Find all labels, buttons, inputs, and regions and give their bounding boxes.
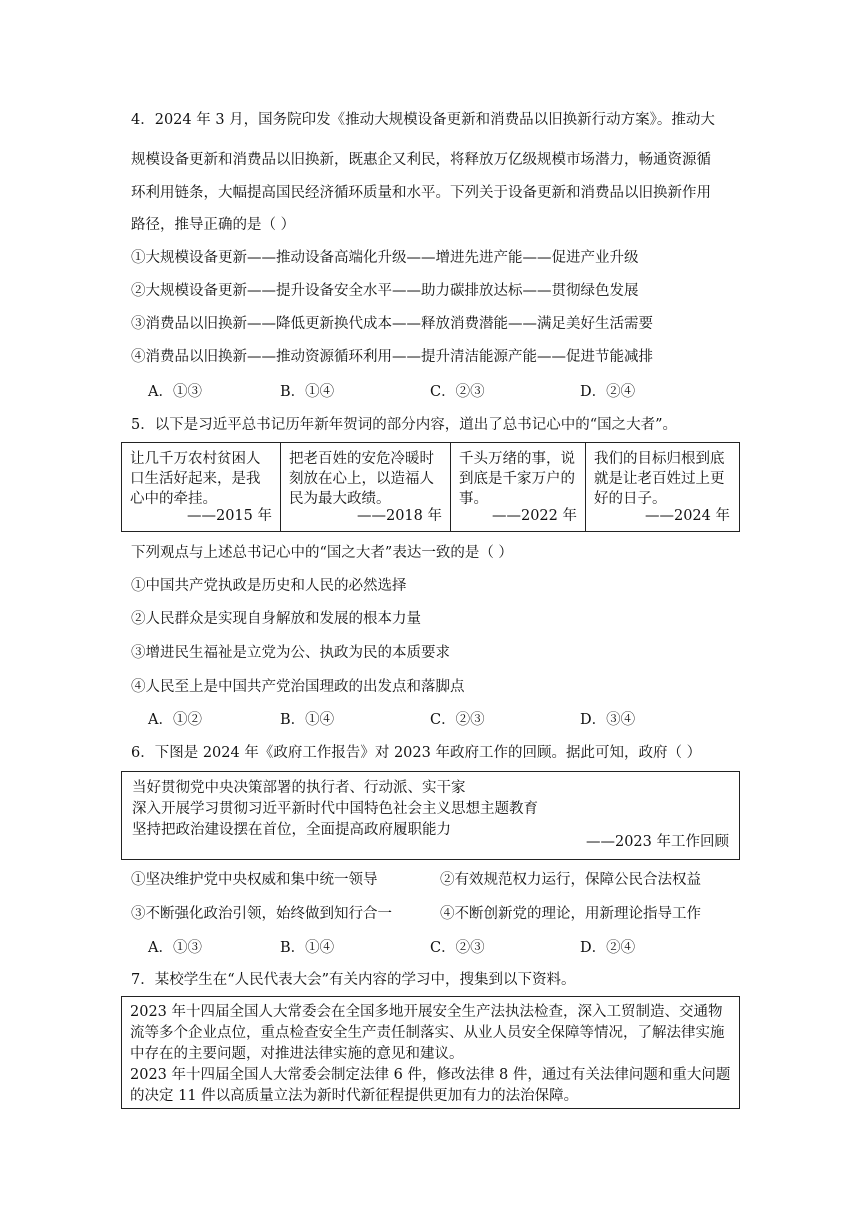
q5-option-b[interactable]: B．①④ [280,712,335,728]
q6-box-line-3: 坚持把政治建设摆在首位，全面提高政府履职能力 [132,822,451,838]
q4-item-4: ④消费品以旧换新——推动资源循环利用——提升清洁能源产能——促进节能减排 [131,349,653,365]
q6-option-c[interactable]: C．②③ [430,940,485,956]
q5-option-c[interactable]: C．②③ [430,712,485,728]
q6-item-3: ③不断强化政治引领，始终做到知行合一 [131,906,392,922]
quote-year: ——2024 年 [644,508,730,524]
q6-item-2: ②有效规范权力运行，保障公民合法权益 [440,872,701,888]
q6-items-row-2 [131,904,751,924]
q7-paragraph-1: 2023 年十四届全国人大常委会在全国多地开展安全生产法执法检查，深入工贸制造、交通物流等多个企业点位，重点检查安全生产责任制落实、从业人员安全保障等情况，了解法律实施中存在的主要问题，对推进法律实施的意见和建议。 [130,1004,725,1062]
q4-option-c[interactable]: C．②③ [430,384,485,400]
quote-text: 让几千万农村贫困人口生活好起来，是我心中的牵挂。 [130,451,261,507]
q7-material-box [121,996,740,1109]
q4-stem-line-4: 路径，推导正确的是（ ） [131,217,296,233]
q4-option-d[interactable]: D．②④ [580,384,636,400]
q5-item-1: ①中国共产党执政是历史和人民的必然选择 [131,578,407,594]
q5-item-2: ②人民群众是实现自身解放和发展的根本力量 [131,611,421,627]
q6-option-d[interactable]: D．②④ [580,940,636,956]
q5-item-3: ③增进民生福祉是立党为公、执政为民的本质要求 [131,645,450,661]
q6-items-row-1 [131,870,751,890]
q7-stem: 7．某校学生在“人民代表大会”有关内容的学习中，搜集到以下资料。 [131,972,576,988]
quote-cell [586,443,738,531]
q4-stem-line-1: 4．2024 年 3 月，国务院印发《推动大规模设备更新和消费品以旧换新行动方案》。推动大 [131,112,715,128]
q5-stem: 5．以下是习近平总书记历年新年贺词的部分内容，道出了总书记心中的“国之大者”。 [131,417,678,433]
q4-options [148,382,748,402]
q6-options [148,938,748,958]
q6-option-a[interactable]: A．①③ [148,940,202,956]
quote-text: 千头万绪的事，说到底是千家万户的事。 [459,451,575,507]
q6-box-line-1: 当好贯彻党中央决策部署的执行者、行动派、实干家 [132,780,466,796]
q6-review-box [121,771,740,860]
q6-option-b[interactable]: B．①④ [280,940,335,956]
q4-item-2: ②大规模设备更新——提升设备安全水平——助力碳排放达标——贯彻绿色发展 [131,283,639,299]
q5-item-4: ④人民至上是中国共产党治国理政的出发点和落脚点 [131,679,465,695]
quote-text: 我们的目标归根到底就是让老百姓过上更好的日子。 [594,451,725,507]
q6-stem: 6．下图是 2024 年《政府工作报告》对 2023 年政府工作的回顾。据此可知，政府（ ） [131,745,702,761]
q5-options [148,710,748,730]
q6-box-source: ——2023 年工作回顾 [585,834,729,850]
quote-cell [122,443,281,531]
quote-cell [451,443,586,531]
q6-box-line-2: 深入开展学习贯彻习近平新时代中国特色社会主义思想主题教育 [132,801,538,817]
quote-year: ——2018 年 [356,508,442,524]
quote-text: 把老百姓的安危冷暖时刻放在心上，以造福人民为最大政绩。 [289,451,434,507]
q4-item-1: ①大规模设备更新——推动设备高端化升级——增进先进产能——促进产业升级 [131,250,639,266]
q7-paragraph-2: 2023 年十四届全国人大常委会制定法律 6 件，修改法律 8 件，通过有关法律问题和重大问题的决定 11 件以高质量立法为新时代新征程提供更加有力的法治保障。 [130,1067,731,1104]
q6-item-4: ④不断创新党的理论，用新理论指导工作 [440,906,701,922]
q6-item-1: ①坚决维护党中央权威和集中统一领导 [131,872,378,888]
q4-stem-line-3: 环利用链条，大幅提高国民经济循环质量和水平。下列关于设备更新和消费品以旧换新作用 [131,185,711,201]
q5-question: 下列观点与上述总书记心中的“国之大者”表达一致的是（ ） [131,545,513,561]
q5-option-a[interactable]: A．①② [148,712,202,728]
q4-item-3: ③消费品以旧换新——降低更新换代成本——释放消费潜能——满足美好生活需要 [131,316,653,332]
quote-year: ——2015 年 [186,508,272,524]
quote-cell [281,443,451,531]
q4-option-b[interactable]: B．①④ [280,384,335,400]
quote-year: ——2022 年 [491,508,577,524]
q5-quote-table [121,442,740,532]
q4-option-a[interactable]: A．①③ [148,384,202,400]
q5-option-d[interactable]: D．③④ [580,712,636,728]
q4-stem-line-2: 规模设备更新和消费品以旧换新，既惠企又利民，将释放万亿级规模市场潜力，畅通资源循 [131,152,711,168]
